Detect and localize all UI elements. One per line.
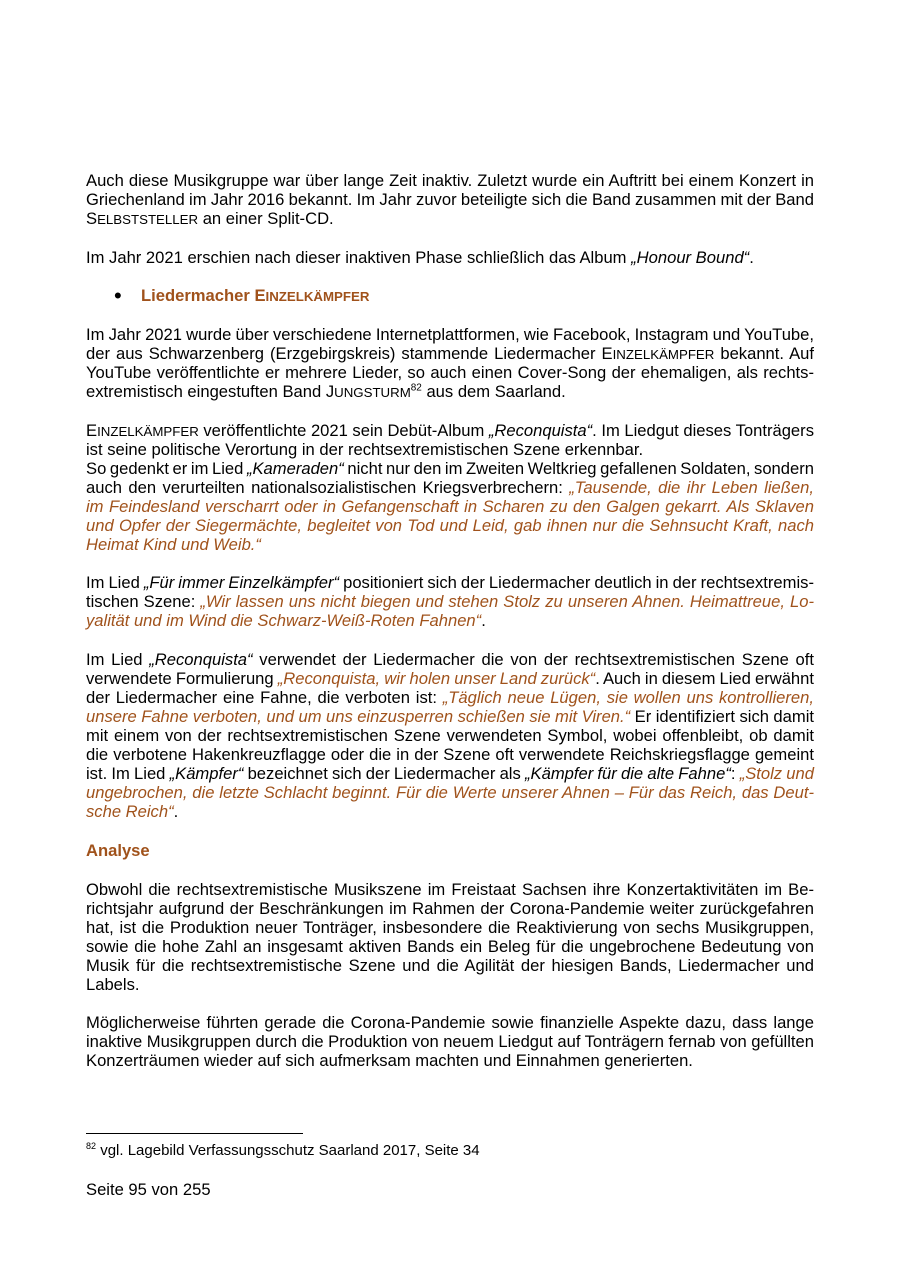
small-caps-name <box>254 286 369 305</box>
text-run: positioniert sich der Liedermacher deutlich in der rechtsextremis- <box>339 573 814 593</box>
text-line-content <box>86 592 814 611</box>
text-run: . <box>481 611 486 631</box>
text-line-content <box>141 286 369 305</box>
lyric-quote: ungebrochen, die letzte Schlacht beginnt. Für die Werte unserer Ahnen – Für das Reich, das Deut- <box>86 783 814 803</box>
text-line <box>86 325 814 344</box>
paragraph <box>86 171 814 228</box>
text-line <box>86 478 814 497</box>
text-line <box>86 516 814 535</box>
paragraph <box>86 880 814 994</box>
italic-title: „Kämpfer“ <box>169 764 244 784</box>
italic-title: „Kämpfer für die alte Fahne“ <box>525 764 731 784</box>
text-run: mit einem von der rechtsextremistischen Szene verwendeten Symbol, wobei offenbleibt, ob damit <box>86 726 814 746</box>
text-run: . <box>749 247 754 267</box>
text-line <box>86 726 814 745</box>
text-run: an einer Split-CD. <box>198 209 334 228</box>
text-line-content <box>86 764 814 783</box>
small-caps-name <box>86 421 199 440</box>
text-line-content <box>86 248 754 267</box>
text-run: bekannt. Auf <box>714 344 814 364</box>
text-line-content <box>86 535 261 554</box>
text-line <box>86 1051 814 1070</box>
lyric-quote: „Reconquista, wir holen unser Land zurück“ <box>277 669 596 689</box>
footnote-reference: 82 <box>410 382 422 394</box>
lyric-quote: und Opfer der Siegermächte, begleitet von Tod und Leid, gab ihnen nur die Sehnsucht Kraft, nach <box>86 515 814 535</box>
text-line <box>86 669 814 688</box>
paragraph <box>86 421 814 554</box>
text-run: veröffentlichte 2021 sein Debüt-Album <box>198 420 489 440</box>
text-line <box>86 382 814 401</box>
italic-title: „Honour Bound“ <box>631 247 750 267</box>
text-run: Im Jahr 2021 wurde über verschiedene Internetplattformen, wie Facebook, Instagram und YouTube, <box>86 325 814 345</box>
text-line-content <box>86 937 814 956</box>
text-run: ist. Im Lied <box>86 764 170 784</box>
text-line-content <box>86 1013 814 1032</box>
text-line-content <box>86 918 814 937</box>
text-line-content <box>86 745 814 764</box>
text-run: inaktive Musikgruppen durch die Produktion von neuem Liedgut auf Tonträgern fernab von gefüllten <box>86 1032 814 1052</box>
text-line-content <box>86 1032 814 1051</box>
text-line <box>86 1013 814 1032</box>
small-caps-rest: ELBSTSTELLER <box>97 212 199 227</box>
text-line <box>86 937 814 956</box>
text-line-content <box>86 669 814 688</box>
text-line <box>86 688 814 707</box>
text-line <box>86 459 814 478</box>
text-line <box>86 421 814 440</box>
text-run: hat, ist die Produktion neuer Tonträger, insbesondere die Reaktivierung von sechs Musikgruppen, <box>86 917 814 937</box>
text-line <box>86 745 814 764</box>
text-run: Obwohl die rechtsextremistische Musikszene im Freistaat Sachsen ihre Konzertaktivitäten im Be- <box>86 879 814 899</box>
text-line <box>86 764 814 783</box>
text-line <box>86 956 814 975</box>
text-run: aus dem Saarland. <box>421 382 566 402</box>
text-line <box>141 286 814 305</box>
text-line <box>86 1032 814 1051</box>
text-run: Auch diese Musikgruppe war über lange Zeit inaktiv. Zuletzt wurde ein Auftritt bei einem Konzert in <box>86 171 814 190</box>
text-run: . <box>173 802 179 822</box>
text-run: Im Lied <box>86 573 144 593</box>
text-line <box>86 209 814 228</box>
text-run: sowie die hohe Zahl an insgesamt aktiven Bands ein Beleg für die ungebrochene Bedeutung von <box>86 936 814 956</box>
footnote-text: vgl. Lagebild Verfassungsschutz Saarland 2017, Seite 34 <box>100 1142 480 1159</box>
text-line-content <box>86 421 814 440</box>
text-line-content <box>86 478 814 497</box>
text-line <box>86 899 814 918</box>
text-line <box>86 918 814 937</box>
footnote-number: 82 <box>86 1141 97 1151</box>
text-run: Konzerträumen wieder auf sich aufmerksam machten und Einnahmen generierten. <box>86 1051 693 1071</box>
text-run: die verbotene Hakenkreuzflagge oder die in der Szene oft verwendete Reichskriegsflagge gemeint <box>86 745 814 765</box>
text-line-content <box>86 440 643 459</box>
text-run: Liedermacher <box>141 286 255 306</box>
italic-title: „Kameraden“ <box>246 458 344 478</box>
text-line-content <box>86 956 814 975</box>
text-line <box>86 497 814 516</box>
text-run: Musik für die rechtsextremistische Szene und die Agilität der hiesigen Bands, Liedermacher und <box>86 955 814 975</box>
text-line-content <box>86 497 814 516</box>
text-run: ist seine politische Verortung in der rechtsextremistischen Szene erkennbar. <box>86 439 644 459</box>
text-line <box>86 248 814 267</box>
text-line-content <box>86 516 814 535</box>
text-line-content <box>86 880 814 899</box>
italic-title: „Reconquista“ <box>149 650 253 670</box>
text-line-content <box>86 611 486 630</box>
small-caps-initial: J <box>325 382 335 402</box>
footnote-separator <box>86 1133 303 1134</box>
text-run: der Liedermacher eine Fahne, die verboten ist: <box>86 688 443 708</box>
text-run: nicht nur den im Zweiten Weltkrieg gefallenen Soldaten, sondern <box>343 458 814 478</box>
text-run: . Auch in diesem Lied erwähnt <box>595 669 814 689</box>
text-run: Möglicherweise führten gerade die Corona-Pandemie sowie finanzielle Aspekte dazu, dass lange <box>86 1013 814 1033</box>
small-caps-rest: INZELKÄMPFER <box>265 289 370 305</box>
small-caps-initial: E <box>601 344 613 364</box>
text-line-content <box>86 344 814 363</box>
text-run: Griechenland im Jahr 2016 bekannt. Im Jahr zuvor beteiligte sich die Band zusammen mit der Band <box>86 190 814 209</box>
small-caps-initial: S <box>86 209 98 228</box>
text-line-content <box>86 1051 693 1070</box>
text-run: YouTube veröffentlichte er mehrere Lieder, so auch einen Cover-Song der ehemaligen, als rechts- <box>86 363 814 383</box>
text-line-content <box>86 363 814 382</box>
small-caps-initial: E <box>86 420 98 440</box>
bullet-item <box>86 283 814 309</box>
paragraph <box>86 573 814 630</box>
text-run: extremistisch eingestuften Band <box>86 382 326 402</box>
text-line-content <box>86 707 814 726</box>
text-line <box>86 802 814 821</box>
text-line <box>86 592 814 611</box>
text-line-content <box>86 459 814 478</box>
section-heading: Analyse <box>86 840 150 860</box>
lyric-quote: „Tausende, die ihr Leben ließen, <box>569 477 814 497</box>
paragraph <box>86 248 814 267</box>
text-line-content <box>86 209 334 228</box>
text-line <box>86 573 814 592</box>
text-line-content <box>86 975 140 994</box>
text-line-content <box>86 650 814 669</box>
text-line <box>86 650 814 669</box>
text-run: So gedenkt er im Lied <box>86 458 247 478</box>
small-caps-name <box>326 382 411 401</box>
text-run: tischen Szene: <box>86 592 201 612</box>
text-run: Im Jahr 2021 erschien nach dieser inaktiven Phase schließlich das Album <box>86 247 632 267</box>
text-run: . Im Liedgut dieses Tonträgers <box>592 420 814 440</box>
document-body <box>86 171 814 1070</box>
text-line <box>86 440 814 459</box>
text-run: der aus Schwarzenberg (Erzgebirgskreis) stammende Liedermacher <box>86 344 602 364</box>
text-line <box>86 783 814 802</box>
lyric-quote: sche Reich“ <box>86 802 174 822</box>
text-run: richtsjahr aufgrund der Beschränkungen im Rahmen der Corona-Pandemie weiter zurückgefahren <box>86 898 814 918</box>
bullet-icon: • <box>114 283 122 309</box>
text-line <box>86 975 814 994</box>
text-line-content <box>86 325 814 344</box>
text-line-content <box>86 190 814 209</box>
text-line <box>86 344 814 363</box>
lyric-quote: unsere Fahne verboten, und um uns einzusperren schießen sie mit Viren.“ <box>86 707 631 727</box>
text-run: Labels. <box>86 974 140 994</box>
text-line-content <box>86 171 814 190</box>
text-line-content <box>86 688 814 707</box>
text-line-content <box>86 726 814 745</box>
text-line-content <box>86 382 566 401</box>
small-caps-name <box>602 344 715 363</box>
small-caps-initial: E <box>254 286 266 306</box>
text-run: verwendete Formulierung <box>86 669 278 689</box>
text-run: bezeichnet sich der Liedermacher als <box>243 764 525 784</box>
lyric-quote: Heimat Kind und Weib.“ <box>86 534 261 554</box>
text-run: Im Lied <box>86 650 150 670</box>
lyric-quote: yalität und im Wind die Schwarz-Weiß-Roten Fahnen“ <box>86 611 482 631</box>
text-line-content <box>86 899 814 918</box>
small-caps-rest: UNGSTURM <box>334 385 411 401</box>
paragraph <box>86 650 814 821</box>
page-number: Seite 95 von 255 <box>86 1180 211 1199</box>
italic-title: „Reconquista“ <box>488 420 593 440</box>
text-line-content <box>86 573 814 592</box>
paragraph <box>86 1013 814 1070</box>
lyric-quote: im Feindesland verscharrt oder in Gefangenschaft in Scharen zu den Galgen gekarrt. Als Sklaven <box>86 496 814 516</box>
text-line <box>86 707 814 726</box>
text-line-content <box>86 783 814 802</box>
text-line <box>86 880 814 899</box>
footnote <box>86 1142 480 1159</box>
small-caps-rest: INZELKÄMPFER <box>97 423 199 439</box>
text-run: auch den verurteilten nationalsozialistischen Kriegsverbrechern: <box>86 477 570 497</box>
text-run: : <box>730 764 740 784</box>
small-caps-name <box>86 209 198 228</box>
text-line-content <box>86 802 178 821</box>
lyric-quote: „Wir lassen uns nicht biegen und stehen Stolz zu unseren Ahnen. Heimattreue, Lo- <box>200 592 814 612</box>
text-line <box>86 171 814 190</box>
lyric-quote: „Stolz und <box>739 764 814 784</box>
text-line <box>86 611 814 630</box>
text-line <box>86 535 814 554</box>
text-line <box>86 363 814 382</box>
text-run: verwendet der Liedermacher die von der rechtsextremistischen Szene oft <box>252 650 814 670</box>
small-caps-rest: INZELKÄMPFER <box>612 347 715 363</box>
text-run: Er identifiziert sich damit <box>630 707 814 727</box>
text-line <box>86 190 814 209</box>
paragraph <box>86 325 814 401</box>
italic-title: „Für immer Einzelkämpfer“ <box>143 573 340 593</box>
lyric-quote: „Täglich neue Lügen, sie wollen uns kontrollieren, <box>442 688 815 708</box>
